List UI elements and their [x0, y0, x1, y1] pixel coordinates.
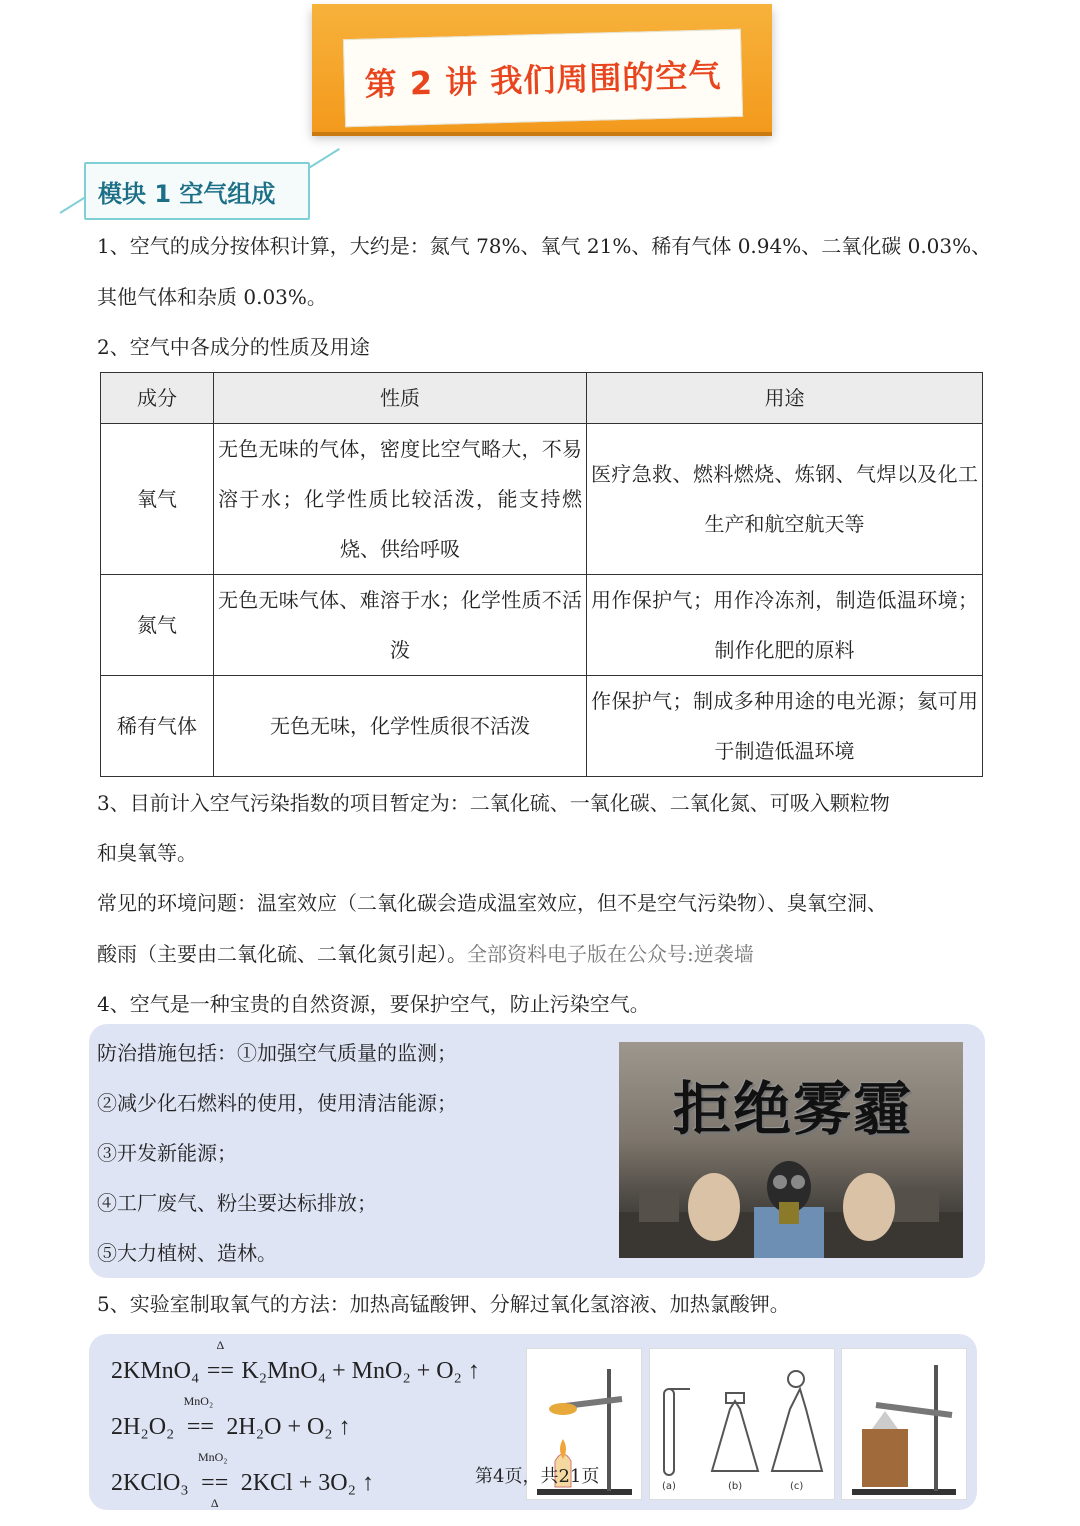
measures-panel	[89, 1024, 985, 1278]
title-paper	[343, 29, 743, 127]
flask-icon	[650, 1349, 834, 1499]
measure-item: ②减少化石燃料的使用，使用清洁能源；	[97, 1091, 457, 1115]
title-banner-area	[0, 0, 1080, 140]
apparatus-label: (c)	[790, 1481, 804, 1492]
lab-stand-icon	[842, 1349, 966, 1499]
equation-h2o2	[111, 1394, 351, 1441]
table-header-row	[101, 373, 983, 424]
composition-table	[100, 372, 983, 777]
eq-reactant: 2KMnO₄	[111, 1358, 200, 1384]
table-cell-use: 用作保护气；用作冷冻剂，制造低温环境；制作化肥的原料	[587, 575, 983, 676]
table-cell-name: 稀有气体	[101, 676, 214, 777]
eq-condition-top: MnO₂	[183, 1394, 214, 1408]
module-header	[84, 162, 310, 220]
measure-item: ③开发新能源；	[97, 1141, 237, 1165]
eq-reactant: 2H₂O₂	[111, 1414, 175, 1440]
table-cell-use: 医疗急救、燃料燃烧、炼钢、气焊以及化工生产和航空航天等	[587, 424, 983, 575]
para-3-line-2: 和臭氧等。	[97, 841, 197, 865]
table-row	[101, 575, 983, 676]
apparatus-chlorate	[841, 1348, 967, 1500]
table-cell-use: 作保护气；制成多种用途的电光源；氦可用于制造低温环境	[587, 676, 983, 777]
photo-caption: 拒绝雾霾	[673, 1075, 914, 1143]
table-cell-name: 氮气	[101, 575, 214, 676]
apparatus-label: (b)	[728, 1481, 743, 1492]
para-4: 4、空气是一种宝贵的自然资源，要保护空气，防止污染空气。	[97, 992, 650, 1016]
eq-product: K₂MnO₄ + MnO₂ + O₂ ↑	[241, 1358, 480, 1384]
gas-mask-person-icon	[619, 1042, 963, 1258]
module-title: 模块 1 空气组成	[98, 180, 276, 208]
eq-product: 2H₂O + O₂ ↑	[226, 1414, 351, 1440]
table-row	[101, 424, 983, 575]
para-2: 2、空气中各成分的性质及用途	[97, 335, 370, 359]
anti-smog-photo	[619, 1042, 963, 1258]
measure-item: ④工厂废气、粉尘要达标排放；	[97, 1191, 377, 1215]
eq-condition: MnO₂ == Δ	[195, 1470, 235, 1497]
equation-kclo3	[111, 1450, 374, 1510]
apparatus-flasks	[649, 1348, 835, 1500]
table-header: 用途	[587, 373, 983, 424]
measure-item: ⑤大力植树、造林。	[97, 1241, 277, 1265]
table-header: 成分	[101, 373, 214, 424]
page-title: 第 2 讲 我们周围的空气	[364, 56, 722, 104]
equation-kmno4	[111, 1338, 480, 1385]
para-5: 5、实验室制取氧气的方法：加热高锰酸钾、分解过氧化氢溶液、加热氯酸钾。	[97, 1292, 790, 1316]
env-issues-text: 酸雨（主要由二氧化硫、二氧化氮引起）。	[97, 942, 467, 966]
eq-condition-bottom: Δ	[210, 1496, 219, 1510]
eq-condition: MnO₂ ==	[180, 1414, 220, 1441]
table-cell-property: 无色无味气体、难溶于水；化学性质不活泼	[214, 575, 587, 676]
para-1-line-1: 1、空气的成分按体积计算，大约是：氮气 78%、氧气 21%、稀有气体 0.94%、二氧化碳 0.03%、	[97, 234, 992, 258]
table-cell-property: 无色无味，化学性质很不活泼	[214, 676, 587, 777]
title-board	[312, 4, 772, 132]
table-row	[101, 676, 983, 777]
composition-table-wrap	[100, 372, 983, 777]
table-cell-property: 无色无味的气体，密度比空气略大，不易溶于水；化学性质比较活泼，能支持燃烧、供给呼吸	[214, 424, 587, 575]
para-1-line-2: 其他气体和杂质 0.03%。	[97, 285, 327, 309]
table-cell-name: 氧气	[101, 424, 214, 575]
env-issues-line-1: 常见的环境问题：温室效应（二氧化碳会造成温室效应，但不是空气污染物）、臭氧空洞、	[97, 891, 887, 915]
eq-condition-top: Δ	[216, 1338, 225, 1352]
env-issues-line-2	[97, 940, 754, 968]
watermark-text: 全部资料电子版在公众号:逆袭墙	[467, 942, 754, 966]
para-3-line-1: 3、目前计入空气污染指数的项目暂定为：二氧化硫、一氧化碳、二氧化氮、可吸入颗粒物	[97, 791, 890, 815]
apparatus-label: (a)	[662, 1481, 676, 1492]
eq-condition-top: MnO₂	[197, 1450, 228, 1464]
eq-condition: Δ ==	[206, 1338, 234, 1384]
page-number: 第4页，共21页	[475, 1466, 600, 1487]
eq-product: 2KCl + 3O₂ ↑	[240, 1470, 374, 1496]
table-header: 性质	[214, 373, 587, 424]
measure-item: 防治措施包括：①加强空气质量的监测；	[97, 1041, 457, 1065]
eq-reactant: 2KClO₃	[111, 1470, 189, 1496]
